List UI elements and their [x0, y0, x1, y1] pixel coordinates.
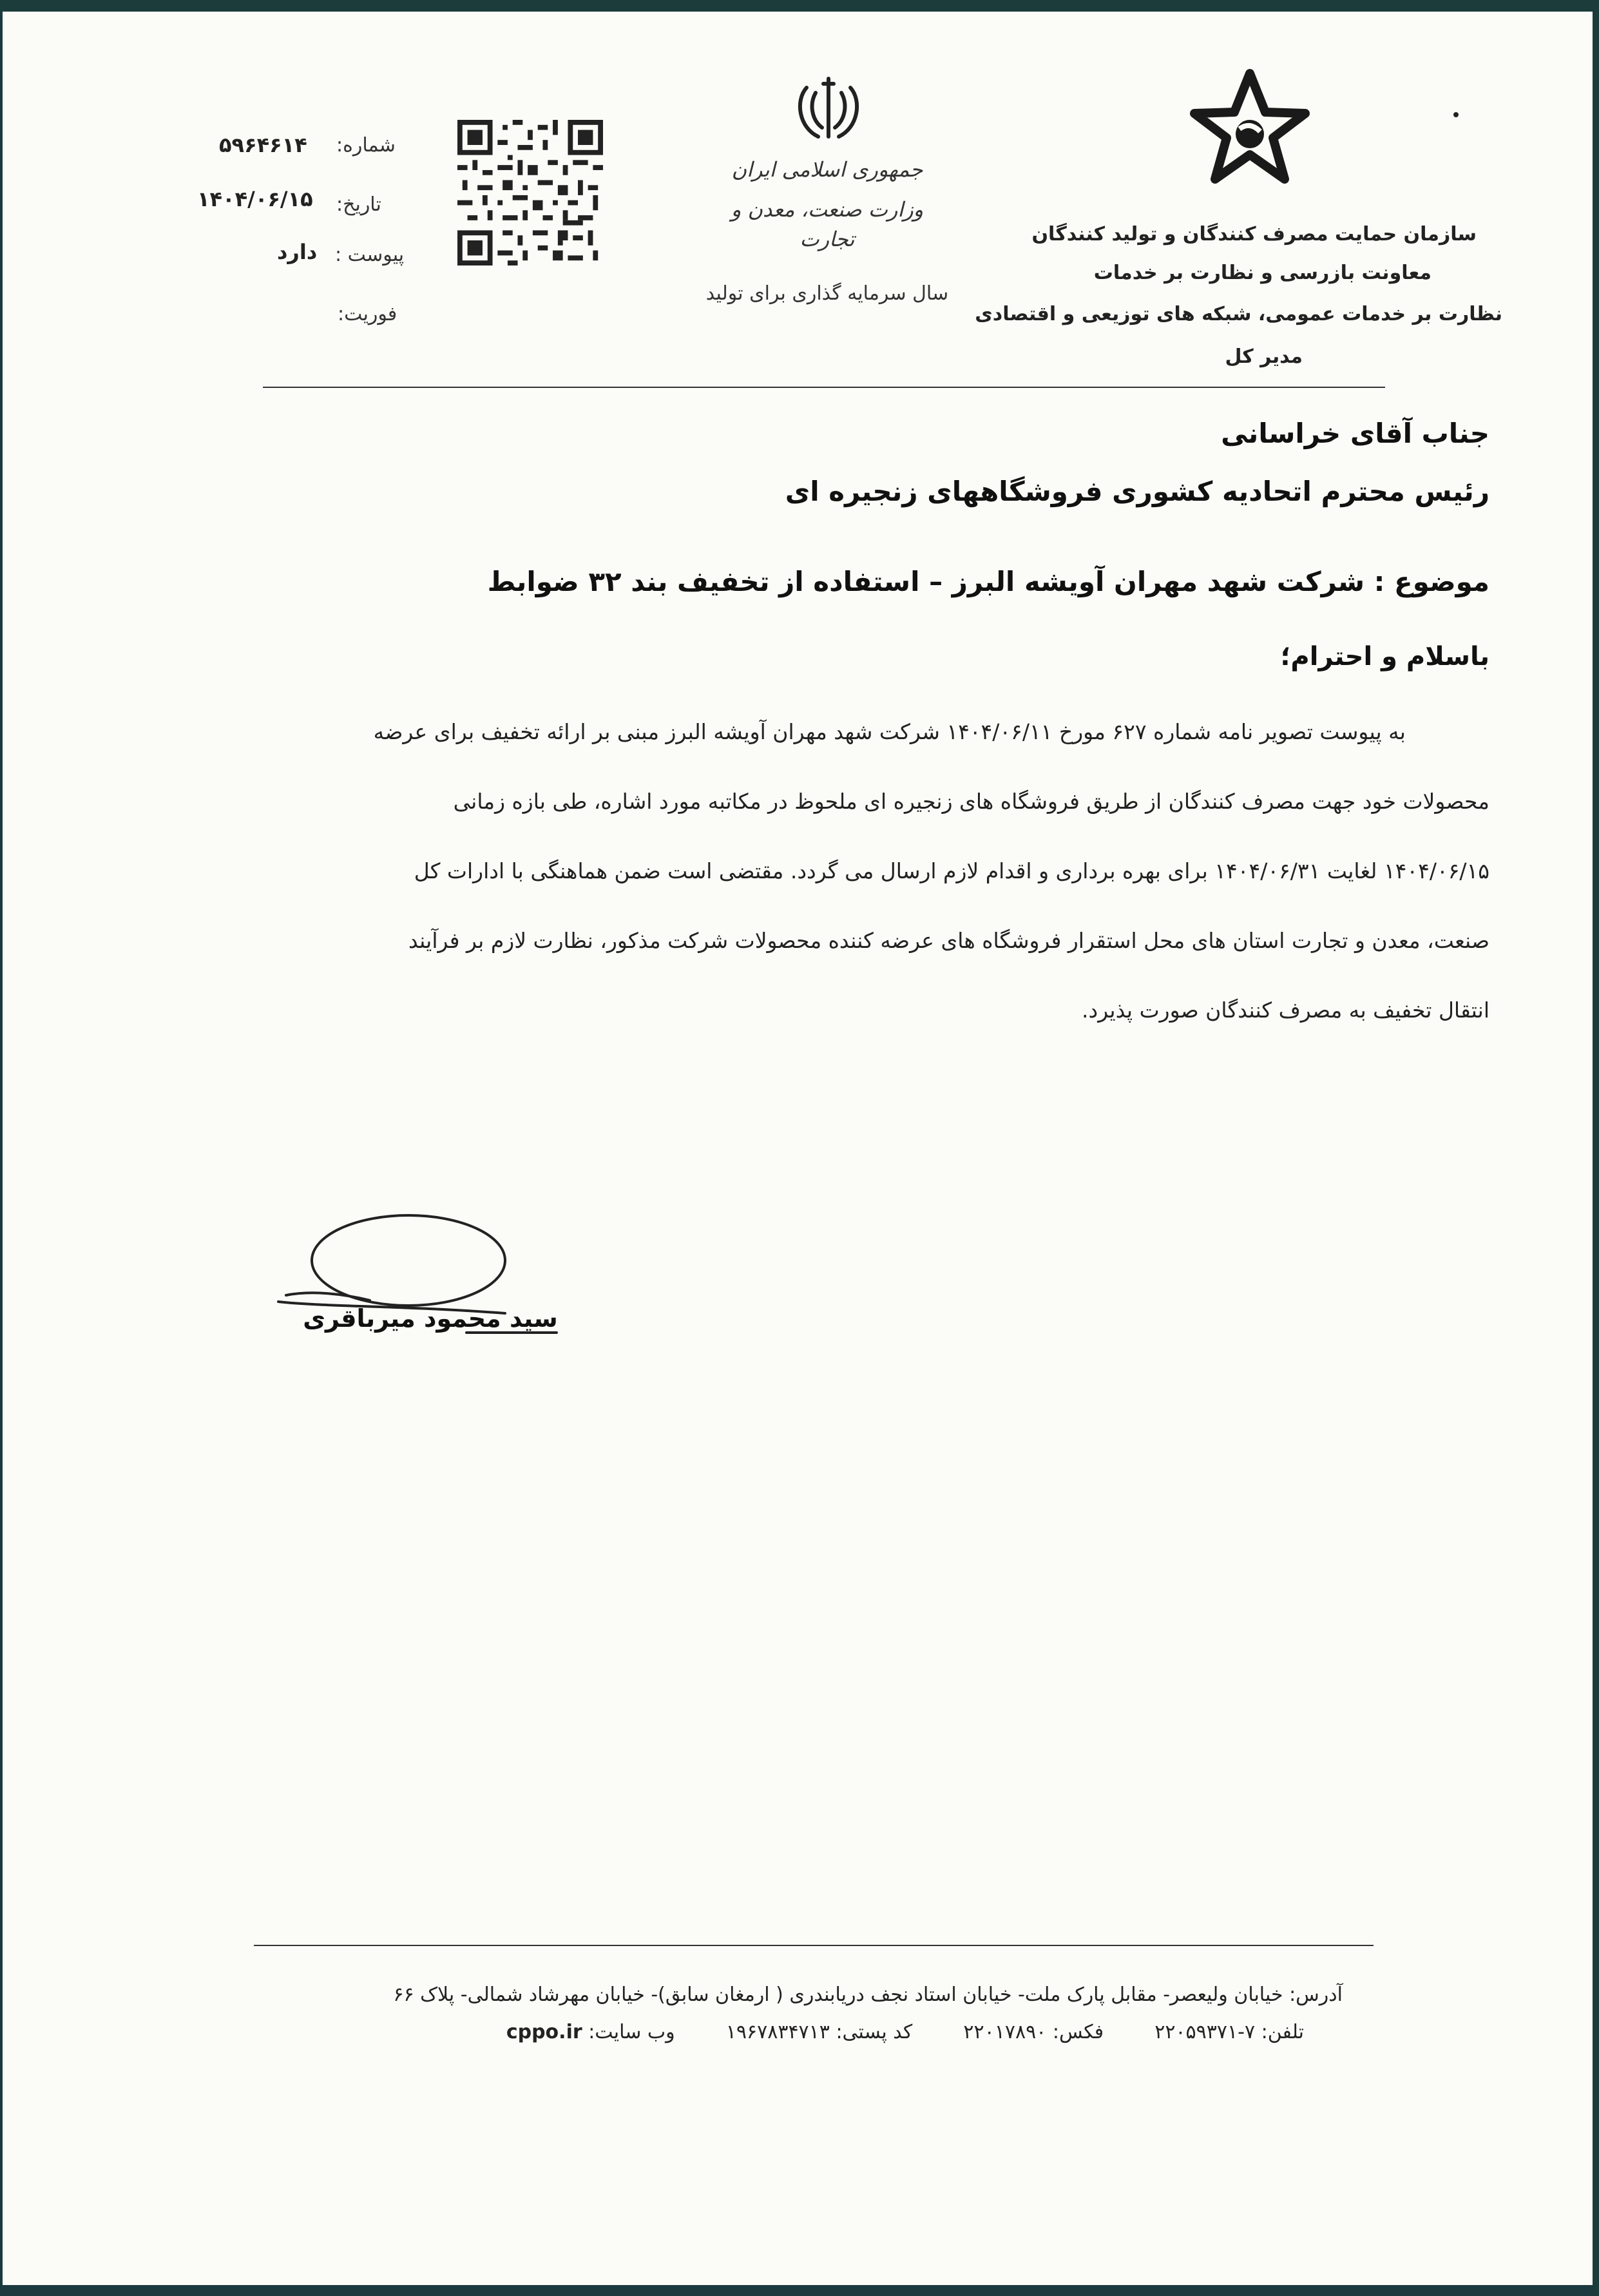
body-line-4: صنعت، معدن و تجارت استان های محل استقرار فروشگاه های عرضه کننده محصولات شرکت مذکور، نظارت لازم بر فرآیند — [408, 928, 1489, 953]
footer-address: آدرس: خیابان ولیعصر- مقابل پارک ملت- خیابان استاد نجف دریابندری ( ارمغان سابق)- خیابان مهرشاد شمالی- پلاک ۶۶ — [393, 1983, 1343, 2006]
organization-logo-icon — [1185, 64, 1314, 193]
signatory-name: سید محمود میرباقری — [303, 1304, 558, 1333]
footer-postal-code: کد پستی: ۱۹۶۷۸۳۴۷۱۳ — [725, 2021, 913, 2043]
footer-fax: فکس: ۲۲۰۱۷۸۹۰ — [963, 2021, 1104, 2043]
org-line-4: مدیر کل — [1225, 345, 1303, 368]
footer-contact-line — [402, 2021, 1304, 2043]
attachment-label: پیوست : — [335, 244, 405, 266]
number-value: ۵۹۶۴۶۱۴ — [219, 133, 307, 157]
footer-website[interactable]: cppo.ir — [506, 2021, 582, 2043]
org-line-1: سازمان حمایت مصرف کنندگان و تولید کنندگان — [1031, 223, 1477, 246]
scan-border-right — [1593, 0, 1599, 2296]
year-slogan: سال سرمایه گذاری برای تولید — [705, 282, 949, 305]
attachment-value: دارد — [277, 240, 318, 264]
date-label: تاریخ: — [336, 193, 381, 216]
greeting: باسلام و احترام؛ — [1280, 642, 1489, 671]
body-line-3: ۱۴۰۴/۰۶/۱۵ لغایت ۱۴۰۴/۰۶/۳۱ برای بهره برداری و اقدام لازم ارسال می گردد. مقتضی است ضمن هماهنگی با ادارات کل — [414, 858, 1489, 883]
letter-page — [3, 12, 1593, 2285]
date-value: ۱۴۰۴/۰۶/۱۵ — [197, 187, 313, 211]
number-label: شماره: — [336, 134, 396, 157]
body-paragraph — [201, 697, 1489, 1045]
footer-divider — [254, 1945, 1374, 1946]
recipient-line-2: رئیس محترم اتحادیه کشوری فروشگاههای زنجیره ای — [785, 476, 1489, 507]
body-line-1: به پیوست تصویر نامه شماره ۶۲۷ مورخ ۱۴۰۴/۰۶/۱۱ شرکت شهد مهران آویشه البرز مبنی بر ارائه تخفیف برای عرضه — [373, 719, 1406, 744]
scan-dot — [1453, 112, 1459, 117]
emblem-line-2: وزارت صنعت، معدن و تجارت — [731, 197, 924, 251]
emblem-line-1: جمهوری اسلامی ایران — [731, 157, 923, 182]
header-divider — [263, 387, 1385, 388]
org-line-3: نظارت بر خدمات عمومی، شبکه های توزیعی و اقتصادی — [975, 303, 1502, 325]
subject-line: موضوع : شرکت شهد مهران آویشه البرز – استفاده از تخفیف بند ۳۲ ضوابط — [487, 566, 1489, 597]
qr-code — [457, 120, 603, 265]
org-line-2: معاونت بازرسی و نظارت بر خدمات — [1093, 262, 1431, 284]
urgency-label: فوریت: — [338, 303, 397, 325]
body-line-2: محصولات خود جهت مصرف کنندگان از طریق فروشگاه های زنجیره ای ملحوظ در مکاتبه مورد اشاره، طی بازه زمانی — [453, 789, 1489, 814]
footer-phone: تلفن: ۷-۲۲۰۵۹۳۷۱ — [1154, 2021, 1304, 2043]
footer-website-label: وب سایت: — [588, 2021, 675, 2043]
body-line-5: انتقال تخفیف به مصرف کنندگان صورت پذیرد. — [1082, 998, 1489, 1023]
recipient-line-1: جناب آقای خراسانی — [1221, 418, 1489, 449]
national-emblem-icon — [792, 75, 865, 144]
